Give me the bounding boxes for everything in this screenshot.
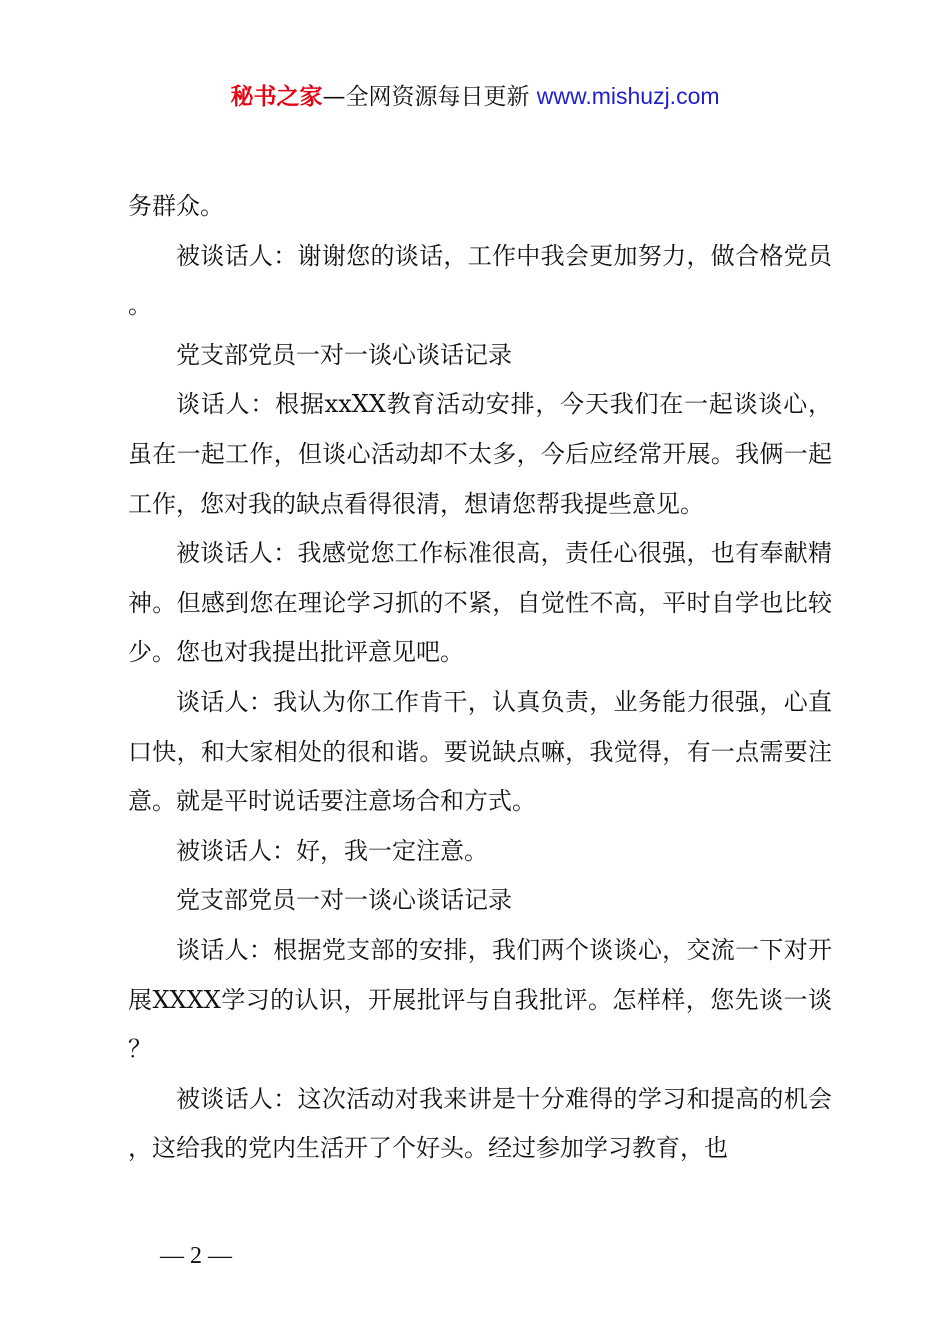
section-heading: 党支部党员一对一谈心谈话记录 [176,886,512,915]
paragraph: 被谈话人：谢谢您的谈话，工作中我会更加努力，做合格党员。 [128,241,832,320]
header-tagline: —全网资源每日更新 [322,84,530,110]
paragraph: 务群众。 [128,192,224,220]
section-heading: 党支部党员一对一谈心谈话记录 [176,340,512,369]
paragraph: 被谈话人：好，我一定注意。 [176,836,488,865]
header-site-link[interactable]: www.mishuzj.com [536,83,720,109]
paragraph: 谈话人：根据xxXX教育活动安排，今天我们在一起谈谈心，虽在一起工作，但谈心活动却不太多，今后应经常开展。我俩一起工作，您对我的缺点看得很清，想请您帮我提些意见。 [128,390,832,518]
document-body [128,182,832,1174]
paragraph: 谈话人：我认为你工作肯干，认真负责，业务能力很强，心直口快，和大家相处的很和谐。要说缺点嘛，我觉得，有一点需要注意。就是平时说话要注意场合和方式。 [128,687,832,816]
header-brand: 秘书之家 [230,84,323,110]
page-number: — 2 — [160,1243,232,1269]
paragraph: 谈话人：根据党支部的安排，我们两个谈谈心，交流一下对开展XXXX学习的认识，开展批评与自我批评。怎样样，您先谈一谈？ [128,935,832,1064]
paragraph: 被谈话人：这次活动对我来讲是十分难得的学习和提高的机会，这给我的党内生活开了个好头。经过参加学习教育，也 [128,1084,832,1163]
page-header [0,80,950,113]
paragraph: 被谈话人：我感觉您工作标准很高，责任心很强，也有奉献精神。但感到您在理论学习抓的不紧，自觉性不高，平时自学也比较少。您也对我提出批评意见吧。 [128,539,832,667]
